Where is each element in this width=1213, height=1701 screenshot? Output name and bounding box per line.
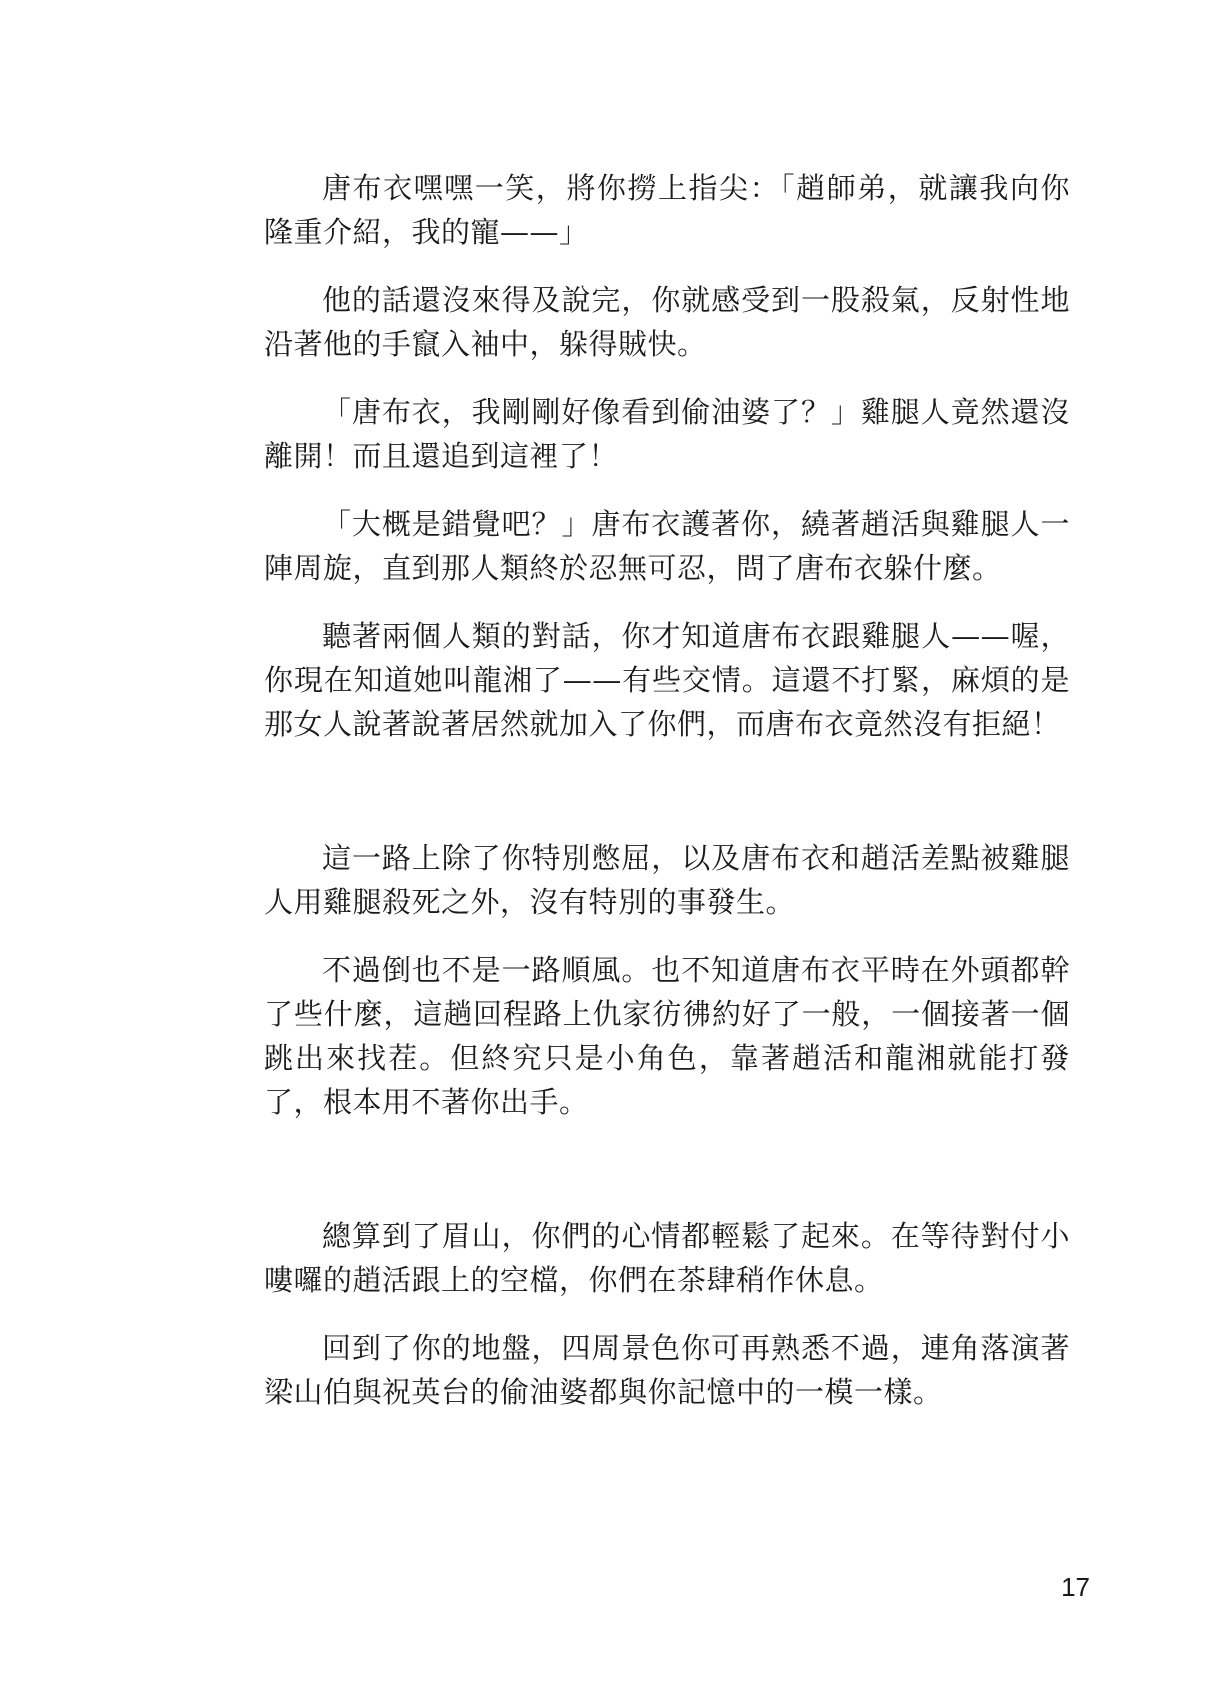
paragraph-5: 聽著兩個人類的對話，你才知道唐布衣跟雞腿人——喔，你現在知道她叫龍湘了——有些交情。這還不打緊，麻煩的是那女人說著說著居然就加入了你們，而唐布衣竟然沒有拒絕！ <box>264 619 1070 741</box>
paragraph-6: 這一路上除了你特別憋屈，以及唐布衣和趙活差點被雞腿人用雞腿殺死之外，沒有特別的事發生。 <box>264 841 1070 919</box>
paragraph-8: 總算到了眉山，你們的心情都輕鬆了起來。在等待對付小嘍囉的趙活跟上的空檔，你們在茶肆稍作休息。 <box>264 1219 1070 1297</box>
page-number: 17 <box>1061 1572 1090 1602</box>
paragraph-7: 不過倒也不是一路順風。也不知道唐布衣平時在外頭都幹了些什麼，這趟回程路上仇家彷彿約好了一般，一個接著一個跳出來找茬。但終究只是小角色，靠著趙活和龍湘就能打發了，根本用不著你出手。 <box>264 953 1070 1119</box>
paragraph-9: 回到了你的地盤，四周景色你可再熟悉不過，連角落演著梁山伯與祝英台的偷油婆都與你記憶中的一模一樣。 <box>264 1331 1070 1409</box>
body-text <box>264 166 1070 1414</box>
paragraph-2: 他的話還沒來得及說完，你就感受到一股殺氣，反射性地沿著他的手竄入袖中，躲得賊快。 <box>264 283 1070 361</box>
paragraph-1: 唐布衣嘿嘿一笑，將你撈上指尖：「趙師弟，就讓我向你隆重介紹，我的寵——」 <box>264 171 1070 249</box>
paragraph-4: 「大概是錯覺吧？」唐布衣護著你，繞著趙活與雞腿人一陣周旋，直到那人類終於忍無可忍，問了唐布衣躲什麼。 <box>264 507 1070 585</box>
paragraph-3: 「唐布衣，我剛剛好像看到偷油婆了？」雞腿人竟然還沒離開！而且還追到這裡了！ <box>264 395 1070 473</box>
